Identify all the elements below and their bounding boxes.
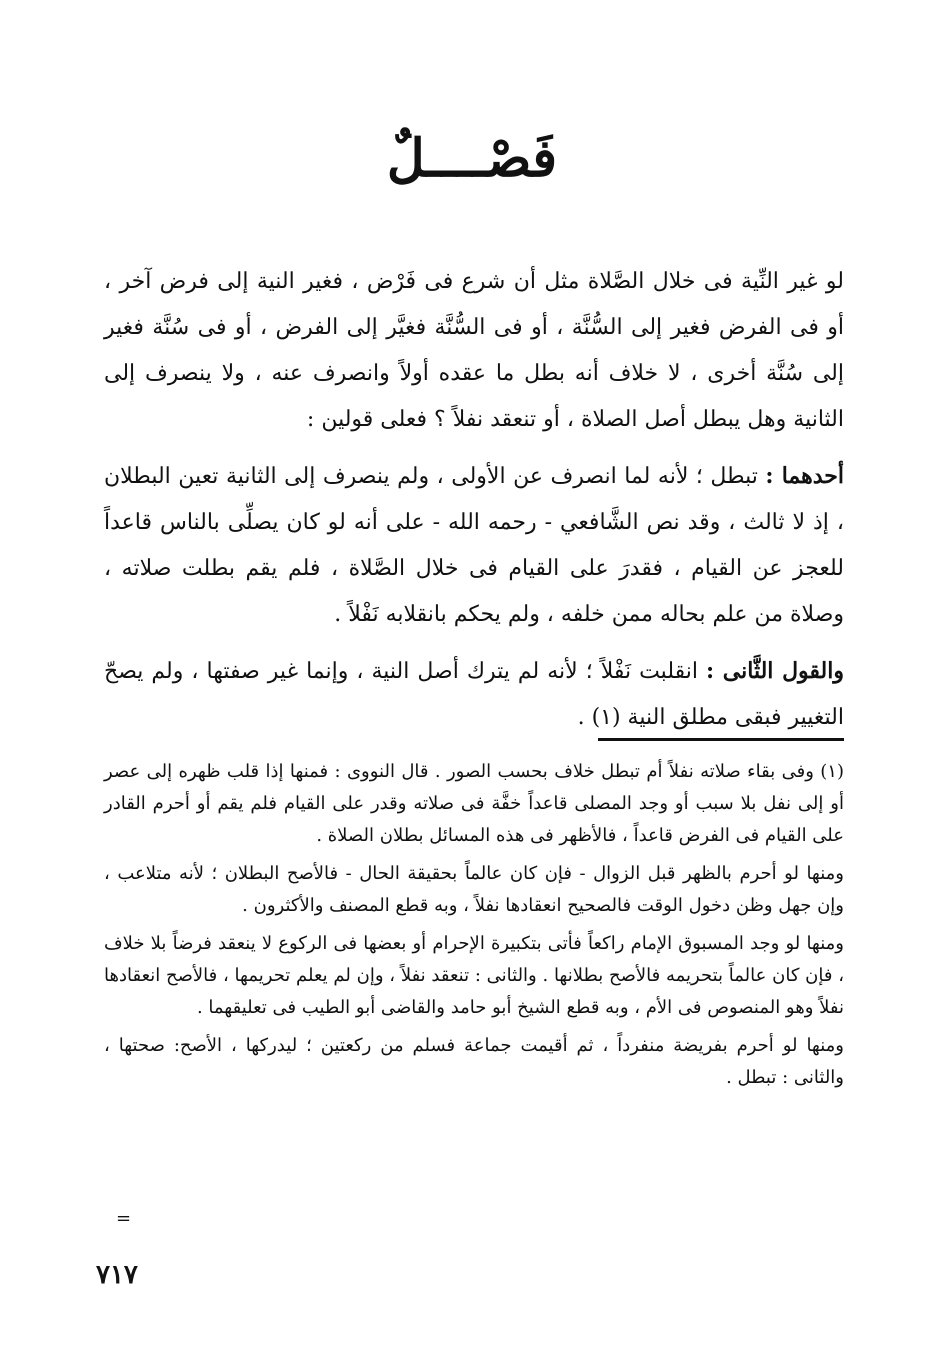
paragraph-intro — [104, 258, 844, 443]
footnote-paragraph-3: ومنها لو وجد المسبوق الإمام راكعاً فأتى بتكبيرة الإحرام أو بعضها فى الركوع لا ينعقد فرضاً بلا خلاف ، فإن كان عالماً بتحريمه فالأصح بطلانها . والثانى : تنعقد نفلاً ، وإن لم يعلم تحريمها ، فالأصح انعقادها نفلاً وهو المنصوص فى الأم ، وبه قطع الشيخ أبو حامد والقاضى أبو الطيب فى تعليقهما . — [104, 933, 844, 1018]
continuation-mark: = — [116, 1208, 132, 1229]
footnote-1: (١) وفى بقاء صلاته نفلاً أم تبطل خلاف بحسب الصور . قال النووى : فمنها إذا قلب ظهره إلى عصر أو إلى نفل بلا سبب أو وجد المصلى قاعداً خفَّة فى صلاته وقدر على القيام فلم يقم أو أحرم القادر على القيام فى الفرض قاعداً ، فالأظهر فى هذه المسائل بطلان الصلاة . — [104, 761, 844, 846]
paragraph-body: تبطل ؛ لأنه لما انصرف عن الأولى ، ولم ينصرف إلى الثانية تعين البطلان ، إذ لا ثالث ، وقد نص الشَّافعي - رحمه الله - على أنه لو كان يصلِّى بالناس قاعداً للعجز عن القيام ، فقدرَ على القيام فى خلال الصَّلاة ، فلم يقم بطلت صلاته ، وصلاة من علم بحاله ممن خلفه ، ولم يحكم بانقلابه نَفْلاً . — [104, 464, 844, 627]
footnotes — [104, 756, 844, 1100]
paragraph-lead: أحدهما : — [765, 463, 844, 489]
paragraph-body: لو غير النِّية فى خلال الصَّلاة مثل أن شرع فى فَرْض ، فغير النية إلى فرض آخر ، أو فى الفرض فغير إلى السُّنَّة ، أو فى السُّنَّة فغيَّر إلى الفرض ، أو فى سُنَّة فغير إلى سُنَّة أخرى ، لا خلاف أنه بطل ما عقده أولاً وانصرف عنه ، ولا ينصرف إلى الثانية وهل يبطل أصل الصلاة ، أو تنعقد نفلاً ؟ فعلى قولين : — [104, 269, 845, 432]
paragraph-lead: والقول الثَّانى : — [705, 658, 844, 684]
page-number: ٧١٧ — [96, 1260, 138, 1290]
footnote-paragraph-4: ومنها لو أحرم بفريضة منفرداً ، ثم أقيمت جماعة فسلم من ركعتين ؛ ليدركها ، الأصح: صحتها ، والثانى : تبطل . — [104, 1035, 844, 1088]
paragraph-second-opinion — [104, 648, 844, 741]
section-title: فَصْــــلٌ — [386, 128, 558, 189]
paragraph-first-opinion — [104, 453, 844, 638]
main-text — [104, 258, 844, 751]
footnote-paragraph-2: ومنها لو أحرم بالظهر قبل الزوال - فإن كان عالماً بحقيقة الحال - فالأصح البطلان ؛ لأنه متلاعب ، وإن جهل وظن دخول الوقت فالصحيح انعقادها نفلاً ، وبه قطع المصنف والأكثرون . — [104, 863, 844, 916]
footnote-separator — [598, 738, 844, 741]
paragraph-body: انقلبت نَفْلاً ؛ لأنه لم يترك أصل النية ، وإنما غير صفتها ، ولم يصحّ التغيير فبقى مطلق النية (١) . — [104, 659, 844, 730]
